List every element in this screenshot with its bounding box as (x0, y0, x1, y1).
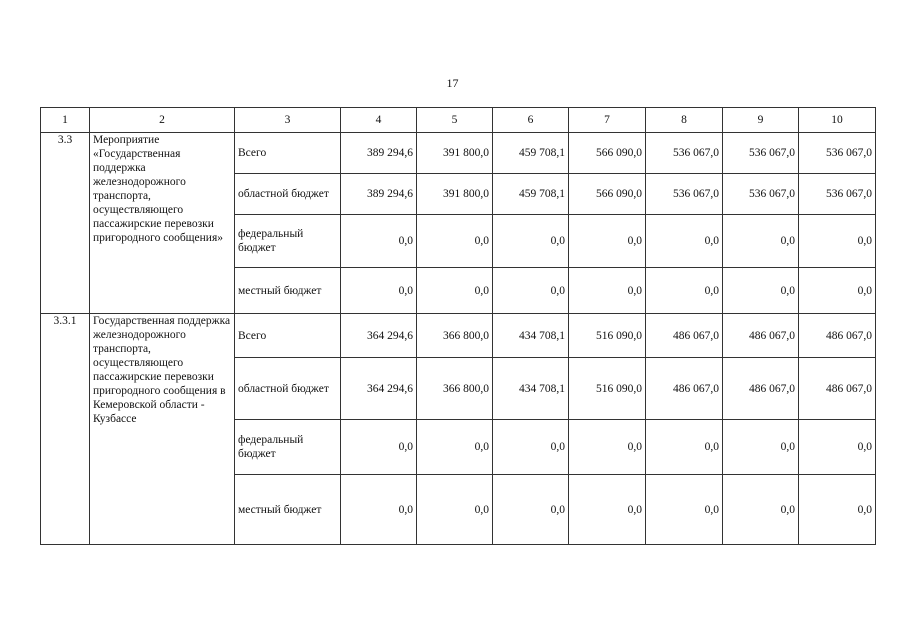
value-cell: 0,0 (341, 215, 417, 268)
value-cell: 459 708,1 (493, 133, 569, 174)
value-cell: 0,0 (799, 420, 876, 475)
value-cell: 566 090,0 (569, 174, 646, 215)
value-cell: 434 708,1 (493, 358, 569, 420)
value-cell: 486 067,0 (646, 358, 723, 420)
value-cell: 0,0 (417, 420, 493, 475)
header-row (41, 108, 876, 133)
value-cell: 0,0 (493, 420, 569, 475)
value-cell: 0,0 (723, 475, 799, 545)
item-code: 3.3 (41, 133, 90, 314)
value-cell: 364 294,6 (341, 314, 417, 358)
value-cell: 0,0 (646, 268, 723, 314)
value-cell: 0,0 (799, 475, 876, 545)
item-code: 3.3.1 (41, 314, 90, 545)
value-cell: 0,0 (493, 475, 569, 545)
value-cell: 486 067,0 (723, 358, 799, 420)
column-header: 1 (41, 108, 90, 133)
value-cell: 0,0 (341, 420, 417, 475)
item-name: Государственная поддержка железнодорожного транспорта, осуществляющего пассажирские перевозки пригородного сообщения в Кемеровской области - Кузбассе (90, 314, 235, 545)
funding-source: областной бюджет (235, 174, 341, 215)
value-cell: 486 067,0 (799, 358, 876, 420)
column-header: 4 (341, 108, 417, 133)
value-cell: 364 294,6 (341, 358, 417, 420)
funding-source: Всего (235, 133, 341, 174)
value-cell: 486 067,0 (799, 314, 876, 358)
value-cell: 516 090,0 (569, 358, 646, 420)
value-cell: 389 294,6 (341, 174, 417, 215)
table-row (41, 133, 876, 174)
value-cell: 0,0 (417, 215, 493, 268)
page-number: 17 (446, 76, 459, 90)
value-cell: 0,0 (646, 215, 723, 268)
value-cell: 0,0 (569, 420, 646, 475)
value-cell: 536 067,0 (723, 133, 799, 174)
value-cell: 459 708,1 (493, 174, 569, 215)
funding-source: областной бюджет (235, 358, 341, 420)
value-cell: 0,0 (723, 420, 799, 475)
value-cell: 0,0 (341, 475, 417, 545)
funding-source: местный бюджет (235, 268, 341, 314)
value-cell: 366 800,0 (417, 358, 493, 420)
column-header: 2 (90, 108, 235, 133)
value-cell: 0,0 (799, 268, 876, 314)
value-cell: 536 067,0 (799, 174, 876, 215)
value-cell: 0,0 (646, 420, 723, 475)
value-cell: 536 067,0 (646, 133, 723, 174)
value-cell: 536 067,0 (723, 174, 799, 215)
value-cell: 566 090,0 (569, 133, 646, 174)
column-header: 7 (569, 108, 646, 133)
value-cell: 434 708,1 (493, 314, 569, 358)
budget-table (40, 107, 876, 545)
value-cell: 536 067,0 (799, 133, 876, 174)
column-header: 3 (235, 108, 341, 133)
value-cell: 391 800,0 (417, 133, 493, 174)
funding-source: местный бюджет (235, 475, 341, 545)
table-row (41, 314, 876, 358)
value-cell: 0,0 (723, 268, 799, 314)
value-cell: 391 800,0 (417, 174, 493, 215)
value-cell: 0,0 (341, 268, 417, 314)
value-cell: 0,0 (569, 268, 646, 314)
value-cell: 0,0 (723, 215, 799, 268)
value-cell: 0,0 (646, 475, 723, 545)
value-cell: 0,0 (417, 268, 493, 314)
value-cell: 0,0 (569, 215, 646, 268)
column-header: 9 (723, 108, 799, 133)
value-cell: 0,0 (569, 475, 646, 545)
value-cell: 486 067,0 (723, 314, 799, 358)
value-cell: 486 067,0 (646, 314, 723, 358)
column-header: 5 (417, 108, 493, 133)
column-header: 6 (493, 108, 569, 133)
value-cell: 536 067,0 (646, 174, 723, 215)
value-cell: 0,0 (417, 475, 493, 545)
value-cell: 516 090,0 (569, 314, 646, 358)
value-cell: 366 800,0 (417, 314, 493, 358)
value-cell: 0,0 (493, 268, 569, 314)
value-cell: 0,0 (799, 215, 876, 268)
value-cell: 389 294,6 (341, 133, 417, 174)
funding-source: Всего (235, 314, 341, 358)
value-cell: 0,0 (493, 215, 569, 268)
column-header: 10 (799, 108, 876, 133)
column-header: 8 (646, 108, 723, 133)
funding-source: федеральный бюджет (235, 215, 341, 268)
funding-source: федеральный бюджет (235, 420, 341, 475)
item-name: Мероприятие «Государственная поддержка железнодорожного транспорта, осуществляющего пассажирские перевозки пригородного сообщения» (90, 133, 235, 314)
